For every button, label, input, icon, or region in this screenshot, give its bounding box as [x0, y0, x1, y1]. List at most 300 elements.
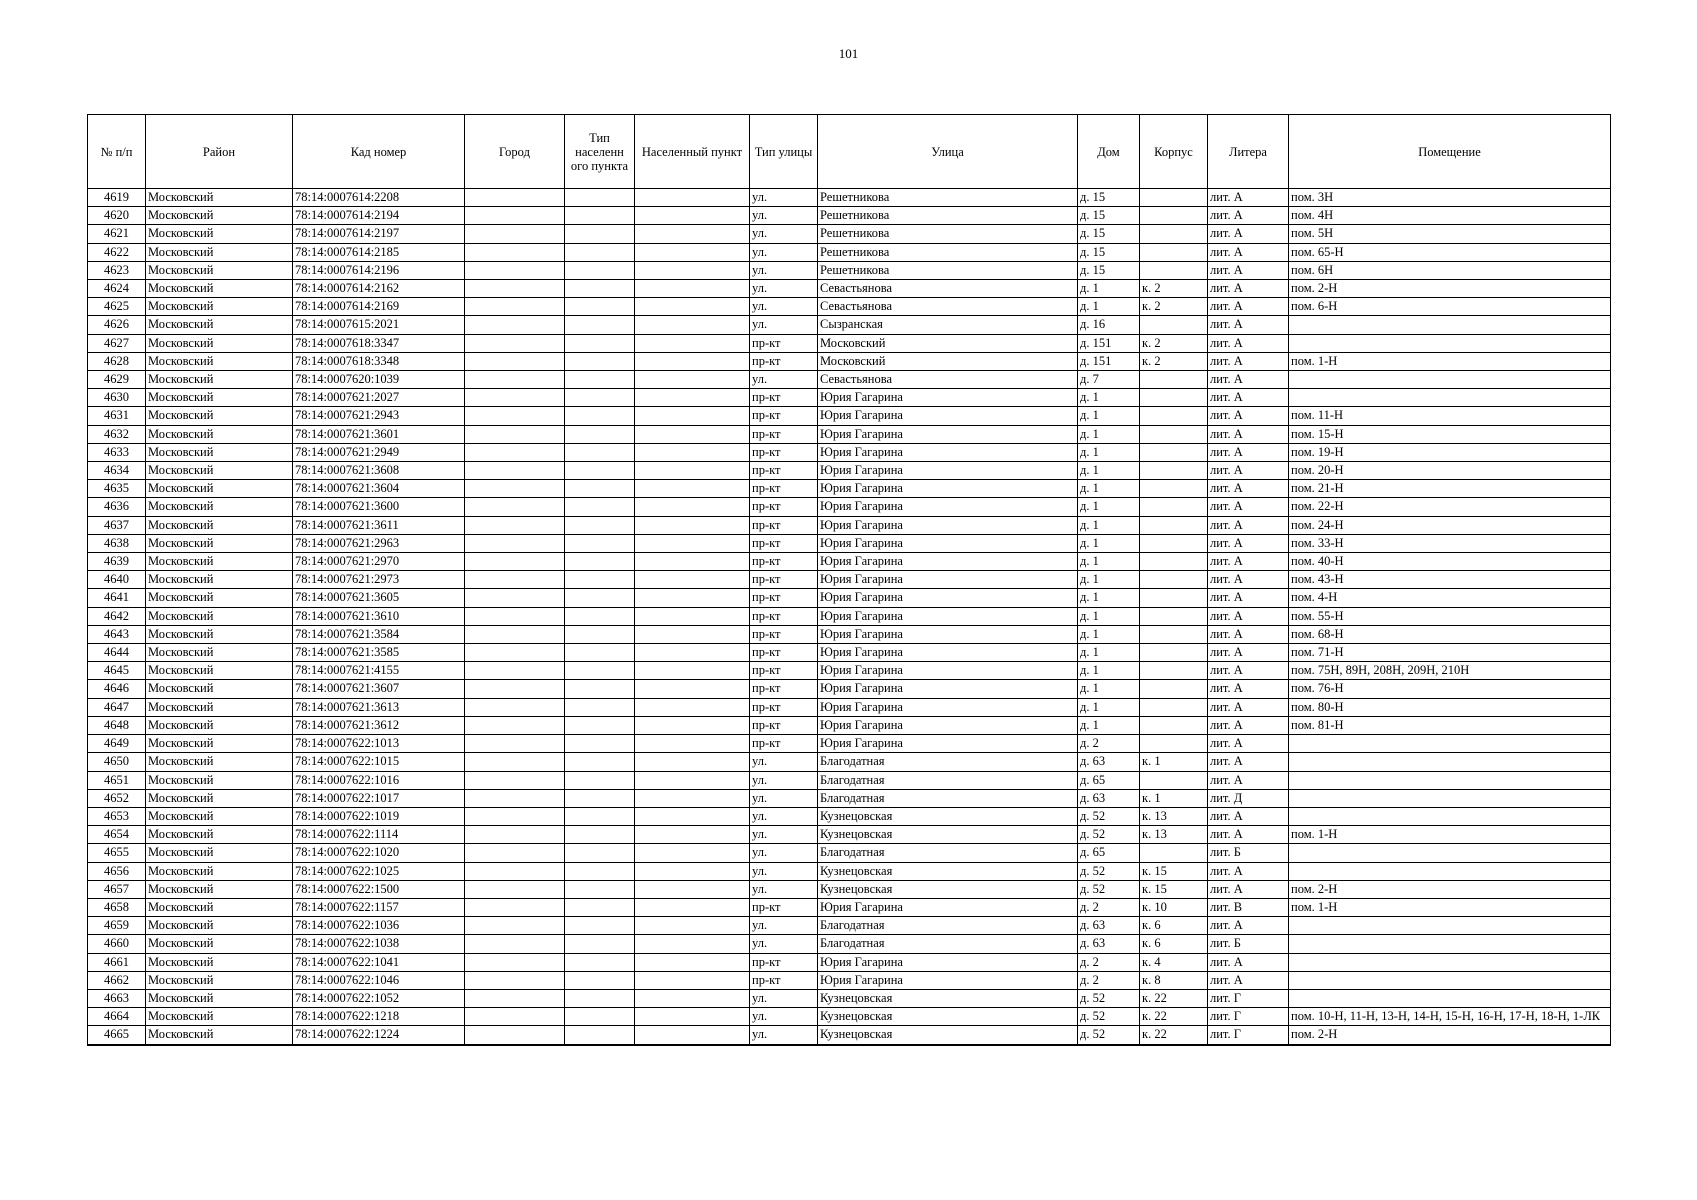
cell-building: к. 8: [1140, 971, 1208, 989]
cell-house: д. 1: [1078, 571, 1140, 589]
cell-house: д. 15: [1078, 207, 1140, 225]
cell-settlement: [635, 625, 750, 643]
cell-letter: лит. А: [1208, 207, 1289, 225]
cell-house: д. 52: [1078, 989, 1140, 1007]
cell-settlement: [635, 298, 750, 316]
cell-street: Юрия Гагарина: [818, 898, 1078, 916]
table-row: [88, 480, 1611, 498]
table-row: [88, 189, 1611, 207]
cell-district: Московский: [146, 989, 293, 1007]
cell-building: [1140, 662, 1208, 680]
cell-street: Кузнецовская: [818, 1026, 1078, 1045]
cell-street: Севастьянова: [818, 280, 1078, 298]
cell-premises: пом. 33-Н: [1289, 534, 1611, 552]
cell-house: д. 2: [1078, 898, 1140, 916]
cell-building: [1140, 407, 1208, 425]
cell-street: Юрия Гагарина: [818, 625, 1078, 643]
cell-settlement-type: [565, 771, 635, 789]
cell-street-type: пр-кт: [750, 407, 818, 425]
cell-settlement-type: [565, 425, 635, 443]
cell-settlement-type: [565, 352, 635, 370]
column-header-settlement-type: Тип населенн ого пункта: [565, 115, 635, 189]
cell-district: Московский: [146, 735, 293, 753]
cell-letter: лит. Г: [1208, 989, 1289, 1007]
table-row: [88, 716, 1611, 734]
cell-cadastral-number: 78:14:0007620:1039: [293, 371, 465, 389]
cell-district: Московский: [146, 789, 293, 807]
cell-building: [1140, 316, 1208, 334]
cell-number: 4636: [88, 498, 146, 516]
cell-house: д. 1: [1078, 298, 1140, 316]
table-row: [88, 662, 1611, 680]
cell-number: 4651: [88, 771, 146, 789]
cell-house: д. 2: [1078, 971, 1140, 989]
cell-district: Московский: [146, 953, 293, 971]
cell-number: 4620: [88, 207, 146, 225]
cell-street: Решетникова: [818, 189, 1078, 207]
cell-cadastral-number: 78:14:0007614:2196: [293, 261, 465, 279]
cell-premises: пом. 4-Н: [1289, 589, 1611, 607]
cell-cadastral-number: 78:14:0007614:2162: [293, 280, 465, 298]
cell-district: Московский: [146, 826, 293, 844]
table-row: [88, 844, 1611, 862]
cell-number: 4660: [88, 935, 146, 953]
cell-house: д. 15: [1078, 189, 1140, 207]
cell-settlement: [635, 735, 750, 753]
cell-street-type: ул.: [750, 1008, 818, 1026]
cell-settlement: [635, 680, 750, 698]
cell-letter: лит. А: [1208, 516, 1289, 534]
cell-district: Московский: [146, 207, 293, 225]
cell-house: д. 65: [1078, 844, 1140, 862]
cell-cadastral-number: 78:14:0007622:1025: [293, 862, 465, 880]
cell-street-type: пр-кт: [750, 571, 818, 589]
cell-street-type: ул.: [750, 789, 818, 807]
table-header-row: [88, 115, 1611, 189]
cell-city: [465, 407, 565, 425]
cell-city: [465, 1008, 565, 1026]
cell-district: Московский: [146, 389, 293, 407]
cell-street-type: пр-кт: [750, 735, 818, 753]
cell-number: 4632: [88, 425, 146, 443]
cell-number: 4644: [88, 644, 146, 662]
cell-settlement: [635, 898, 750, 916]
cell-number: 4627: [88, 334, 146, 352]
cell-building: [1140, 771, 1208, 789]
cell-letter: лит. А: [1208, 334, 1289, 352]
cell-city: [465, 189, 565, 207]
cell-premises: пом. 11-Н: [1289, 407, 1611, 425]
cell-city: [465, 243, 565, 261]
cell-cadastral-number: 78:14:0007615:2021: [293, 316, 465, 334]
cell-number: 4663: [88, 989, 146, 1007]
cell-settlement: [635, 807, 750, 825]
cell-settlement: [635, 698, 750, 716]
cell-number: 4635: [88, 480, 146, 498]
cell-premises: пом. 1-Н: [1289, 898, 1611, 916]
cell-street: Благодатная: [818, 753, 1078, 771]
cell-number: 4641: [88, 589, 146, 607]
cell-letter: лит. Д: [1208, 789, 1289, 807]
cell-number: 4638: [88, 534, 146, 552]
cell-street: Юрия Гагарина: [818, 498, 1078, 516]
cell-street: Юрия Гагарина: [818, 443, 1078, 461]
cell-building: [1140, 644, 1208, 662]
cell-street: Благодатная: [818, 935, 1078, 953]
cell-premises: [1289, 971, 1611, 989]
cell-number: 4647: [88, 698, 146, 716]
cell-cadastral-number: 78:14:0007621:3612: [293, 716, 465, 734]
cell-building: [1140, 589, 1208, 607]
cell-settlement-type: [565, 298, 635, 316]
cell-letter: лит. А: [1208, 280, 1289, 298]
cell-building: к. 2: [1140, 280, 1208, 298]
cell-letter: лит. Б: [1208, 935, 1289, 953]
cell-street-type: пр-кт: [750, 698, 818, 716]
cell-house: д. 52: [1078, 1026, 1140, 1045]
cell-city: [465, 516, 565, 534]
cell-settlement: [635, 352, 750, 370]
cell-cadastral-number: 78:14:0007622:1016: [293, 771, 465, 789]
cell-house: д. 1: [1078, 662, 1140, 680]
cell-district: Московский: [146, 225, 293, 243]
cell-premises: пом. 2-Н: [1289, 880, 1611, 898]
cell-building: [1140, 516, 1208, 534]
cell-letter: лит. А: [1208, 316, 1289, 334]
cell-letter: лит. А: [1208, 425, 1289, 443]
column-header-house: Дом: [1078, 115, 1140, 189]
cell-settlement: [635, 189, 750, 207]
cell-cadastral-number: 78:14:0007621:3607: [293, 680, 465, 698]
cell-settlement: [635, 207, 750, 225]
cell-number: 4646: [88, 680, 146, 698]
cell-city: [465, 844, 565, 862]
cell-city: [465, 807, 565, 825]
cell-settlement-type: [565, 280, 635, 298]
cell-cadastral-number: 78:14:0007622:1052: [293, 989, 465, 1007]
cell-district: Московский: [146, 753, 293, 771]
cell-street-type: ул.: [750, 880, 818, 898]
table-row: [88, 589, 1611, 607]
cell-number: 4659: [88, 917, 146, 935]
cell-city: [465, 1026, 565, 1045]
table-row: [88, 771, 1611, 789]
cell-premises: пом. 68-Н: [1289, 625, 1611, 643]
cell-settlement-type: [565, 480, 635, 498]
cell-house: д. 16: [1078, 316, 1140, 334]
column-header-number: № п/п: [88, 115, 146, 189]
cell-premises: пом. 1-Н: [1289, 352, 1611, 370]
cell-building: [1140, 607, 1208, 625]
cell-street: Юрия Гагарина: [818, 698, 1078, 716]
cell-building: к. 22: [1140, 1026, 1208, 1045]
column-header-street-type: Тип улицы: [750, 115, 818, 189]
cell-settlement-type: [565, 607, 635, 625]
cell-district: Московский: [146, 334, 293, 352]
cell-premises: [1289, 862, 1611, 880]
cell-house: д. 63: [1078, 917, 1140, 935]
cell-building: к. 13: [1140, 826, 1208, 844]
cell-city: [465, 534, 565, 552]
cell-street-type: пр-кт: [750, 443, 818, 461]
cell-settlement: [635, 534, 750, 552]
cell-settlement: [635, 989, 750, 1007]
cell-settlement-type: [565, 917, 635, 935]
table-row: [88, 371, 1611, 389]
table-row: [88, 534, 1611, 552]
cell-building: [1140, 625, 1208, 643]
cell-number: 4639: [88, 553, 146, 571]
cell-street-type: ул.: [750, 261, 818, 279]
cell-building: [1140, 480, 1208, 498]
cell-street-type: пр-кт: [750, 389, 818, 407]
cell-number: 4652: [88, 789, 146, 807]
table-row: [88, 425, 1611, 443]
cell-settlement-type: [565, 207, 635, 225]
cell-city: [465, 826, 565, 844]
cell-premises: пом. 21-Н: [1289, 480, 1611, 498]
cell-street-type: ул.: [750, 371, 818, 389]
cell-district: Московский: [146, 844, 293, 862]
cell-number: 4643: [88, 625, 146, 643]
cell-street: Юрия Гагарина: [818, 389, 1078, 407]
cell-house: д. 1: [1078, 389, 1140, 407]
cell-settlement-type: [565, 753, 635, 771]
cell-premises: пом. 1-Н: [1289, 826, 1611, 844]
cell-premises: пом. 3Н: [1289, 189, 1611, 207]
table-row: [88, 807, 1611, 825]
table-row: [88, 880, 1611, 898]
cell-building: [1140, 443, 1208, 461]
cell-city: [465, 334, 565, 352]
cell-street-type: ул.: [750, 298, 818, 316]
cell-letter: лит. А: [1208, 261, 1289, 279]
cell-settlement-type: [565, 534, 635, 552]
cell-premises: пом. 22-Н: [1289, 498, 1611, 516]
cell-number: 4619: [88, 189, 146, 207]
cell-number: 4655: [88, 844, 146, 862]
cell-settlement: [635, 644, 750, 662]
cell-building: к. 15: [1140, 880, 1208, 898]
cell-letter: лит. А: [1208, 771, 1289, 789]
cell-cadastral-number: 78:14:0007621:3585: [293, 644, 465, 662]
cell-house: д. 2: [1078, 735, 1140, 753]
column-header-street: Улица: [818, 115, 1078, 189]
cell-street: Кузнецовская: [818, 1008, 1078, 1026]
cell-street-type: ул.: [750, 862, 818, 880]
cell-premises: пом. 76-Н: [1289, 680, 1611, 698]
cell-settlement: [635, 407, 750, 425]
cell-cadastral-number: 78:14:0007622:1038: [293, 935, 465, 953]
cell-street: Благодатная: [818, 771, 1078, 789]
cell-premises: [1289, 771, 1611, 789]
cell-district: Московский: [146, 280, 293, 298]
cell-house: д. 1: [1078, 462, 1140, 480]
cell-settlement-type: [565, 407, 635, 425]
cell-district: Московский: [146, 771, 293, 789]
cell-house: д. 2: [1078, 953, 1140, 971]
cell-city: [465, 789, 565, 807]
cell-letter: лит. Г: [1208, 1008, 1289, 1026]
cell-street: Севастьянова: [818, 298, 1078, 316]
cell-district: Московский: [146, 516, 293, 534]
table-row: [88, 498, 1611, 516]
cell-house: д. 1: [1078, 625, 1140, 643]
cell-cadastral-number: 78:14:0007622:1046: [293, 971, 465, 989]
table-row: [88, 826, 1611, 844]
column-header-letter: Литера: [1208, 115, 1289, 189]
cell-cadastral-number: 78:14:0007622:1500: [293, 880, 465, 898]
cell-house: д. 1: [1078, 443, 1140, 461]
cell-letter: лит. А: [1208, 917, 1289, 935]
cell-street: Московский: [818, 334, 1078, 352]
table-row: [88, 280, 1611, 298]
cell-street: Московский: [818, 352, 1078, 370]
cell-house: д. 52: [1078, 1008, 1140, 1026]
cell-street-type: пр-кт: [750, 680, 818, 698]
cell-district: Московский: [146, 443, 293, 461]
cell-premises: [1289, 789, 1611, 807]
cell-building: [1140, 534, 1208, 552]
cell-street-type: пр-кт: [750, 553, 818, 571]
cell-city: [465, 771, 565, 789]
cell-house: д. 15: [1078, 225, 1140, 243]
property-registry-table: [87, 114, 1611, 1046]
cell-settlement-type: [565, 644, 635, 662]
cell-number: 4634: [88, 462, 146, 480]
cell-district: Московский: [146, 261, 293, 279]
cell-house: д. 63: [1078, 789, 1140, 807]
cell-city: [465, 735, 565, 753]
cell-city: [465, 662, 565, 680]
cell-street: Юрия Гагарина: [818, 953, 1078, 971]
table-row: [88, 407, 1611, 425]
cell-street-type: пр-кт: [750, 425, 818, 443]
cell-premises: [1289, 935, 1611, 953]
cell-settlement: [635, 371, 750, 389]
cell-cadastral-number: 78:14:0007614:2169: [293, 298, 465, 316]
cell-city: [465, 553, 565, 571]
cell-letter: лит. А: [1208, 880, 1289, 898]
cell-house: д. 1: [1078, 407, 1140, 425]
cell-street-type: пр-кт: [750, 480, 818, 498]
cell-house: д. 1: [1078, 553, 1140, 571]
cell-district: Московский: [146, 935, 293, 953]
cell-street-type: ул.: [750, 243, 818, 261]
cell-district: Московский: [146, 898, 293, 916]
cell-premises: [1289, 316, 1611, 334]
table-row: [88, 971, 1611, 989]
cell-street: Благодатная: [818, 844, 1078, 862]
cell-street: Юрия Гагарина: [818, 462, 1078, 480]
cell-number: 4628: [88, 352, 146, 370]
cell-district: Московский: [146, 243, 293, 261]
cell-letter: лит. А: [1208, 644, 1289, 662]
table-row: [88, 389, 1611, 407]
cell-letter: лит. А: [1208, 807, 1289, 825]
cell-building: [1140, 261, 1208, 279]
cell-street-type: ул.: [750, 280, 818, 298]
cell-premises: [1289, 371, 1611, 389]
cell-settlement: [635, 917, 750, 935]
cell-letter: лит. А: [1208, 753, 1289, 771]
cell-district: Московский: [146, 589, 293, 607]
cell-street-type: пр-кт: [750, 607, 818, 625]
table-row: [88, 989, 1611, 1007]
cell-district: Московский: [146, 880, 293, 898]
cell-city: [465, 589, 565, 607]
cell-district: Московский: [146, 298, 293, 316]
cell-district: Московский: [146, 462, 293, 480]
cell-house: д. 1: [1078, 425, 1140, 443]
cell-building: [1140, 698, 1208, 716]
cell-city: [465, 607, 565, 625]
cell-premises: пом. 55-Н: [1289, 607, 1611, 625]
table-row: [88, 243, 1611, 261]
cell-settlement-type: [565, 880, 635, 898]
cell-street-type: ул.: [750, 826, 818, 844]
table-row: [88, 644, 1611, 662]
cell-settlement: [635, 753, 750, 771]
cell-number: 4664: [88, 1008, 146, 1026]
cell-cadastral-number: 78:14:0007621:2027: [293, 389, 465, 407]
table-row: [88, 953, 1611, 971]
cell-street-type: пр-кт: [750, 716, 818, 734]
cell-settlement: [635, 334, 750, 352]
cell-street: Кузнецовская: [818, 989, 1078, 1007]
cell-settlement-type: [565, 389, 635, 407]
cell-number: 4645: [88, 662, 146, 680]
cell-city: [465, 953, 565, 971]
cell-letter: лит. А: [1208, 716, 1289, 734]
cell-letter: лит. А: [1208, 243, 1289, 261]
cell-number: 4661: [88, 953, 146, 971]
cell-letter: лит. В: [1208, 898, 1289, 916]
cell-settlement: [635, 826, 750, 844]
cell-cadastral-number: 78:14:0007622:1017: [293, 789, 465, 807]
cell-letter: лит. А: [1208, 480, 1289, 498]
cell-number: 4626: [88, 316, 146, 334]
cell-street: Юрия Гагарина: [818, 971, 1078, 989]
cell-settlement-type: [565, 225, 635, 243]
cell-street: Благодатная: [818, 789, 1078, 807]
cell-street: Кузнецовская: [818, 826, 1078, 844]
cell-letter: лит. А: [1208, 826, 1289, 844]
cell-house: д. 151: [1078, 352, 1140, 370]
cell-district: Московский: [146, 189, 293, 207]
cell-street-type: пр-кт: [750, 534, 818, 552]
cell-district: Московский: [146, 607, 293, 625]
cell-settlement-type: [565, 898, 635, 916]
cell-city: [465, 425, 565, 443]
cell-city: [465, 898, 565, 916]
cell-cadastral-number: 78:14:0007621:2949: [293, 443, 465, 461]
cell-letter: лит. Б: [1208, 844, 1289, 862]
cell-building: к. 2: [1140, 334, 1208, 352]
cell-number: 4650: [88, 753, 146, 771]
table-row: [88, 352, 1611, 370]
cell-city: [465, 862, 565, 880]
cell-street: Юрия Гагарина: [818, 407, 1078, 425]
cell-city: [465, 644, 565, 662]
cell-building: к. 2: [1140, 298, 1208, 316]
cell-district: Московский: [146, 1026, 293, 1045]
cell-letter: лит. Г: [1208, 1026, 1289, 1045]
cell-premises: пом. 10-Н, 11-Н, 13-Н, 14-Н, 15-Н, 16-Н, 17-Н, 18-Н, 1-ЛК: [1289, 1008, 1611, 1026]
cell-cadastral-number: 78:14:0007622:1224: [293, 1026, 465, 1045]
cell-premises: [1289, 953, 1611, 971]
cell-settlement: [635, 498, 750, 516]
